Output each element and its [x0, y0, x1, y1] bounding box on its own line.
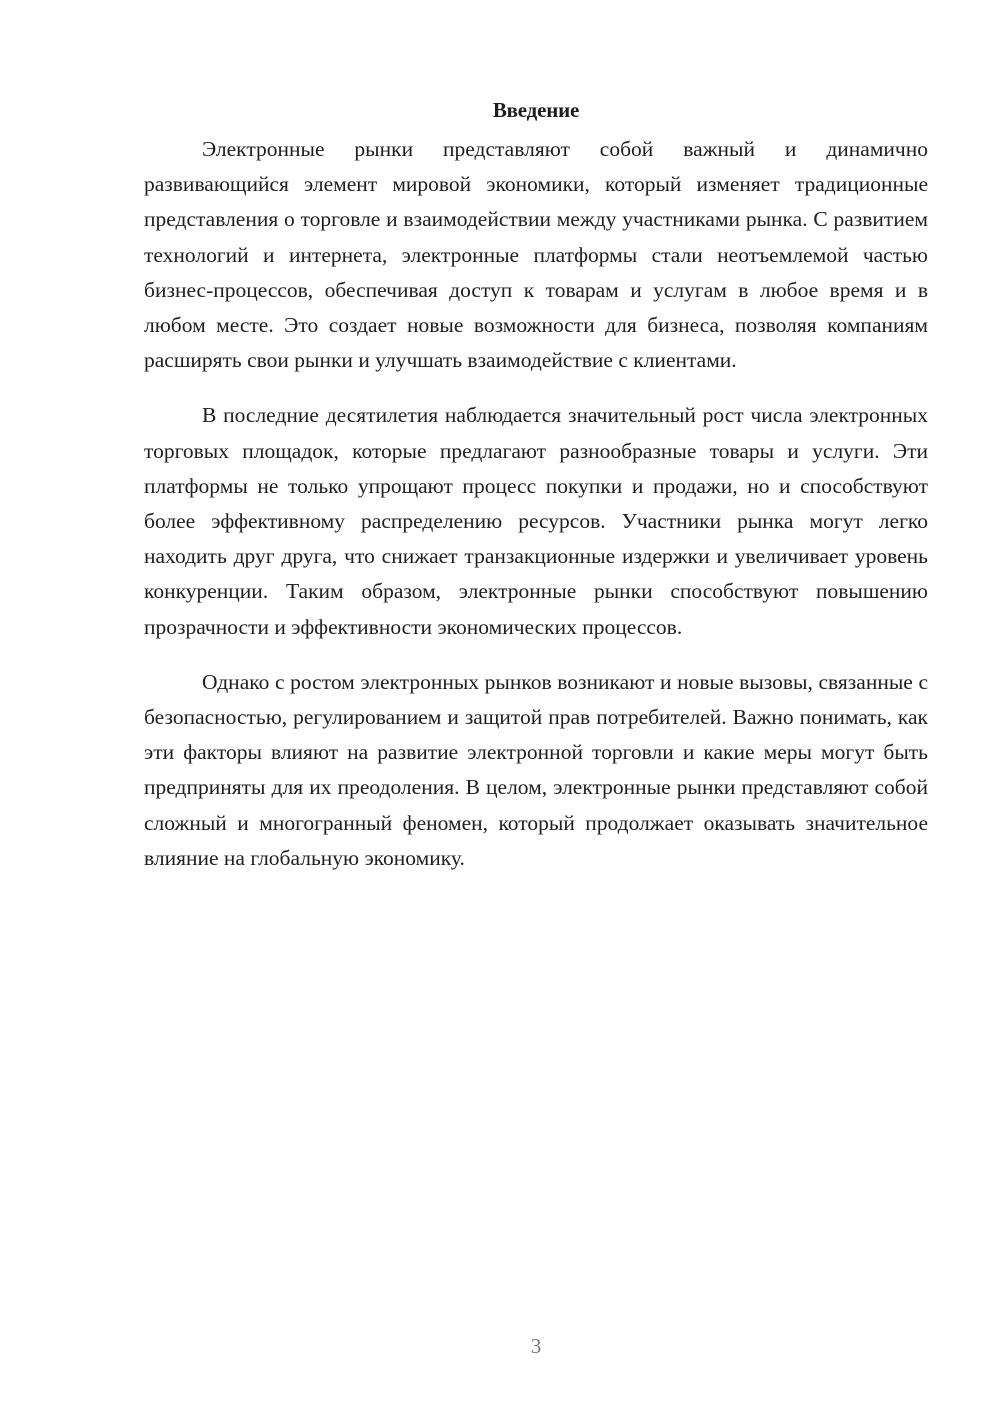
document-body — [144, 93, 928, 896]
section-title: Введение — [492, 98, 580, 122]
paragraph-1: Электронные рынки представляют собой важный и динамично развивающийся элемент мировой экономики, который изменяет традиционные представления о торговле и взаимодействии между участниками рынка. С развитием технологий и интернета, электронные платформы стали неотъемлемой частью бизнес-процессов, обеспечивая доступ к товарам и услугам в любое время и в любом месте. Это создает новые возможности для бизнеса, позволяя компаниям расширять свои рынки и улучшать взаимодействие с клиентами. — [144, 137, 928, 373]
paragraph-3: Однако с ростом электронных рынков возникают и новые вызовы, связанные с безопасностью, регулированием и защитой прав потребителей. Важно понимать, как эти факторы влияют на развитие электронной торговли и какие меры могут быть предприняты для их преодоления. В целом, электронные рынки представляют собой сложный и многогранный феномен, который продолжает оказывать значительное влияние на глобальную экономику. — [144, 669, 928, 870]
paragraph-2: В последние десятилетия наблюдается значительный рост числа электронных торговых площадок, которые предлагают разнообразные товары и услуги. Эти платформы не только упрощают процесс покупки и продажи, но и способствуют более эффективному распределению ресурсов. Участники рынка могут легко находить друг друга, что снижает транзакционные издержки и увеличивает уровень конкуренции. Таким образом, электронные рынки способствуют повышению прозрачности и эффективности экономических процессов. — [144, 403, 928, 639]
page-number: 3 — [530, 1334, 542, 1358]
